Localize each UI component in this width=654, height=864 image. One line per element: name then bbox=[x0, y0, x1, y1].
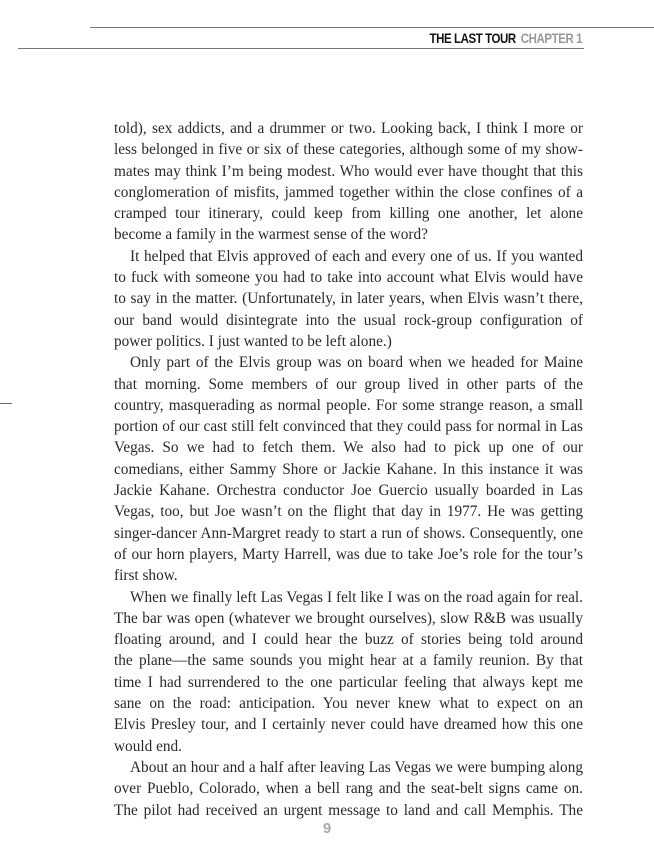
page-number: 9 bbox=[322, 820, 332, 837]
text-line: portion of our cast still felt convinced that they could pass for normal in Las bbox=[114, 418, 583, 436]
text-line: to say in the matter. (Unfortunately, in later years, when Elvis wasn’t there, bbox=[114, 290, 583, 308]
text-line: first show. bbox=[114, 567, 178, 585]
text-line: country, masquerading as normal people. For some strange reason, a small bbox=[114, 396, 583, 414]
text-line: floating around, and I could hear the buzz of stories being told around bbox=[114, 631, 583, 649]
text-line: would end. bbox=[114, 737, 182, 755]
paragraph bbox=[114, 587, 583, 757]
text-line: less belonged in five or six of these categories, although some of my show- bbox=[114, 141, 583, 159]
text-line: over Pueblo, Colorado, when a bell rang and the seat-belt signs came on. bbox=[114, 780, 583, 798]
margin-tick bbox=[0, 403, 12, 404]
text-line: to fuck with someone you had to take into account what Elvis would have bbox=[114, 269, 583, 287]
text-line: of our horn players, Marty Harrell, was due to take Joe’s role for the tour’s bbox=[114, 545, 583, 563]
text-line: power politics. I just wanted to be left alone.) bbox=[114, 332, 392, 350]
text-line: singer-dancer Ann-Margret ready to start a run of shows. Consequently, one bbox=[114, 524, 583, 542]
text-line: that morning. Some members of our group lived in other parts of the bbox=[114, 375, 583, 393]
paragraph bbox=[114, 757, 583, 821]
text-line: comedians, either Sammy Shore or Jackie Kahane. In this instance it was bbox=[114, 460, 583, 478]
text-line: Elvis Presley tour, and I certainly never could have dreamed how this one bbox=[114, 716, 583, 734]
paragraph bbox=[114, 352, 583, 586]
text-line: About an hour and a half after leaving Las Vegas we were bumping along bbox=[130, 758, 583, 776]
running-head bbox=[429, 30, 582, 46]
header-rule-top bbox=[90, 27, 654, 28]
paragraph bbox=[114, 118, 583, 246]
text-line: Vegas, too, but Joe wasn’t on the flight that day in 1977. He was getting bbox=[114, 503, 583, 521]
text-line: It helped that Elvis approved of each and every one of us. If you wanted bbox=[130, 247, 583, 265]
text-line: The pilot had received an urgent message to land and call Memphis. The bbox=[114, 801, 583, 819]
text-line: told), sex addicts, and a drummer or two. Looking back, I think I more or bbox=[114, 120, 583, 137]
header-rule-bottom bbox=[18, 48, 584, 49]
text-line: Only part of the Elvis group was on board when we headed for Maine bbox=[130, 354, 583, 372]
text-line: become a family in the warmest sense of the word? bbox=[114, 226, 428, 244]
text-line: time I had surrendered to the one particular feeling that always kept me bbox=[114, 673, 583, 691]
text-line: Jackie Kahane. Orchestra conductor Joe Guercio usually boarded in Las bbox=[114, 482, 583, 500]
book-title: THE LAST TOUR bbox=[429, 30, 516, 46]
text-line: cramped tour itinerary, could keep from killing one another, let alone bbox=[114, 205, 583, 223]
text-line: our band would disintegrate into the usual rock-group configuration of bbox=[114, 311, 583, 329]
text-line: When we finally left Las Vegas I felt like I was on the road again for real. bbox=[130, 588, 583, 606]
text-line: mates may think I’m being modest. Who would ever have thought that this bbox=[114, 162, 583, 180]
body-text bbox=[114, 118, 583, 821]
paragraph bbox=[114, 246, 583, 352]
text-line: sane on the road: anticipation. You never knew what to expect on an bbox=[114, 695, 583, 713]
text-line: conglomeration of misfits, jammed together within the close confines of a bbox=[114, 183, 583, 201]
text-line: The bar was open (whatever we brought ourselves), slow R&B was usually bbox=[114, 609, 583, 627]
text-line: the plane—the same sounds you might hear at a family reunion. By that bbox=[114, 652, 583, 670]
chapter-label: CHAPTER 1 bbox=[520, 30, 582, 46]
text-line: Vegas. So we had to fetch them. We also had to pick up one of our bbox=[114, 439, 583, 457]
